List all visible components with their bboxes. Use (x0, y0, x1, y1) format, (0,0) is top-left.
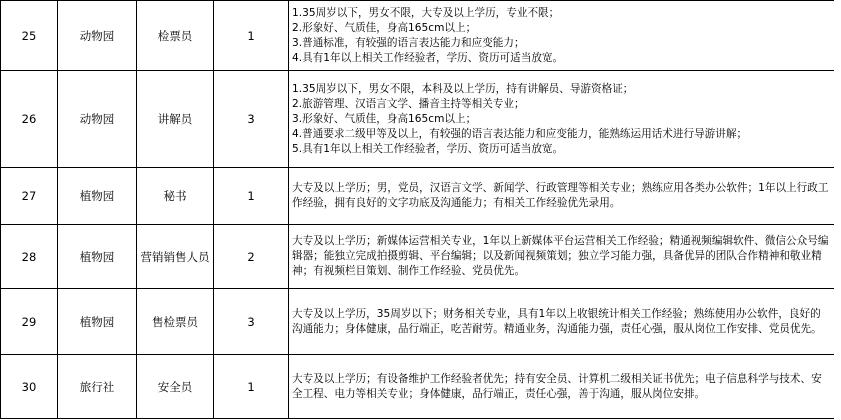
table-row (1, 168, 835, 225)
requirement-line: 3.形象好、气质佳，身高165cm以上； (292, 112, 477, 125)
row-number: 30 (1, 355, 58, 419)
requirement-line: 1.35周岁以下，男女不限，本科及以上学历，持有讲解员、导游资格证； (292, 82, 634, 95)
position-cell: 检票员 (137, 1, 214, 71)
requirements-cell (289, 225, 835, 289)
requirement-line: 2.形象好、气质佳，身高165cm以上； (292, 21, 477, 34)
table-row (1, 225, 835, 289)
table-row (1, 289, 835, 355)
headcount-cell: 1 (214, 168, 289, 225)
department-cell: 植物园 (58, 225, 137, 289)
requirement-text: 大专及以上学历；有设备维护工作经验者优先；持有安全员、计算机二级相关证书优先；电子信息科学与技术、安全工程、电力等相关专业；身体健康，品行端正，责任心强，善于沟通，服从岗位安排。 (292, 372, 822, 400)
requirement-text: 大专及以上学历，35周岁以下；财务相关专业，具有1年以上收银统计相关工作经验；熟练使用办公软件，良好的沟通能力；身体健康，品行端正，吃苦耐劳。精通业务，沟通能力强，责任心强，服从岗位工作安排、党员优先。 (292, 307, 822, 335)
headcount-cell: 1 (214, 355, 289, 419)
position-cell: 讲解员 (137, 71, 214, 168)
department-cell: 植物园 (58, 289, 137, 355)
table-row (1, 355, 835, 419)
requirement-line: 1.35周岁以下，男女不限，大专及以上学历，专业不限； (292, 6, 560, 19)
row-number: 25 (1, 1, 58, 71)
requirement-text: 大专及以上学历；新媒体运营相关专业，1年以上新媒体平台运营相关工作经验；精通视频编辑软件、微信公众号编辑器；能独立完成拍摄剪辑、平台编辑；以及新闻视频策划；独立学习能力强，具备优异的团队合作精神和敬业精神；有视频栏目策划、制作工作经验、党员优先。 (292, 235, 829, 277)
requirement-line: 4.普通要求二级甲等及以上，有较强的语言表达能力和应变能力，能熟练运用话术进行导游讲解； (292, 127, 748, 140)
headcount-cell: 2 (214, 225, 289, 289)
headcount-cell: 3 (214, 71, 289, 168)
page-margin (834, 0, 841, 420)
table-row (1, 71, 835, 168)
requirements-cell (289, 168, 835, 225)
headcount-cell: 1 (214, 1, 289, 71)
row-number: 27 (1, 168, 58, 225)
requirement-line: 2.旅游管理、汉语言文学、播音主持等相关专业； (292, 97, 525, 110)
row-number: 26 (1, 71, 58, 168)
department-cell: 动物园 (58, 71, 137, 168)
position-cell: 营销销售人员 (137, 225, 214, 289)
requirements-cell (289, 1, 835, 71)
department-cell: 植物园 (58, 168, 137, 225)
department-cell: 动物园 (58, 1, 137, 71)
table-row (1, 1, 835, 71)
position-cell: 售检票员 (137, 289, 214, 355)
requirements-cell (289, 289, 835, 355)
requirement-line: 4.具有1年以上相关工作经验者，学历、资历可适当放宽。 (292, 51, 564, 64)
requirement-line: 3.普通标准，有较强的语言表达能力和应变能力； (292, 36, 525, 49)
position-cell: 秘书 (137, 168, 214, 225)
row-number: 29 (1, 289, 58, 355)
row-number: 28 (1, 225, 58, 289)
requirements-cell (289, 71, 835, 168)
position-cell: 安全员 (137, 355, 214, 419)
requirements-cell (289, 355, 835, 419)
department-cell: 旅行社 (58, 355, 137, 419)
requirement-line: 5.具有1年以上相关工作经验者，学历、资历可适当放宽。 (292, 142, 564, 155)
headcount-cell: 3 (214, 289, 289, 355)
requirement-text: 大专及以上学历；男，党员，汉语言文学、新闻学、行政管理等相关专业；熟练应用各类办公软件；1年以上行政工作经验，拥有良好的文字功底及沟通能力；有相关工作经验优先录用。 (292, 182, 829, 209)
